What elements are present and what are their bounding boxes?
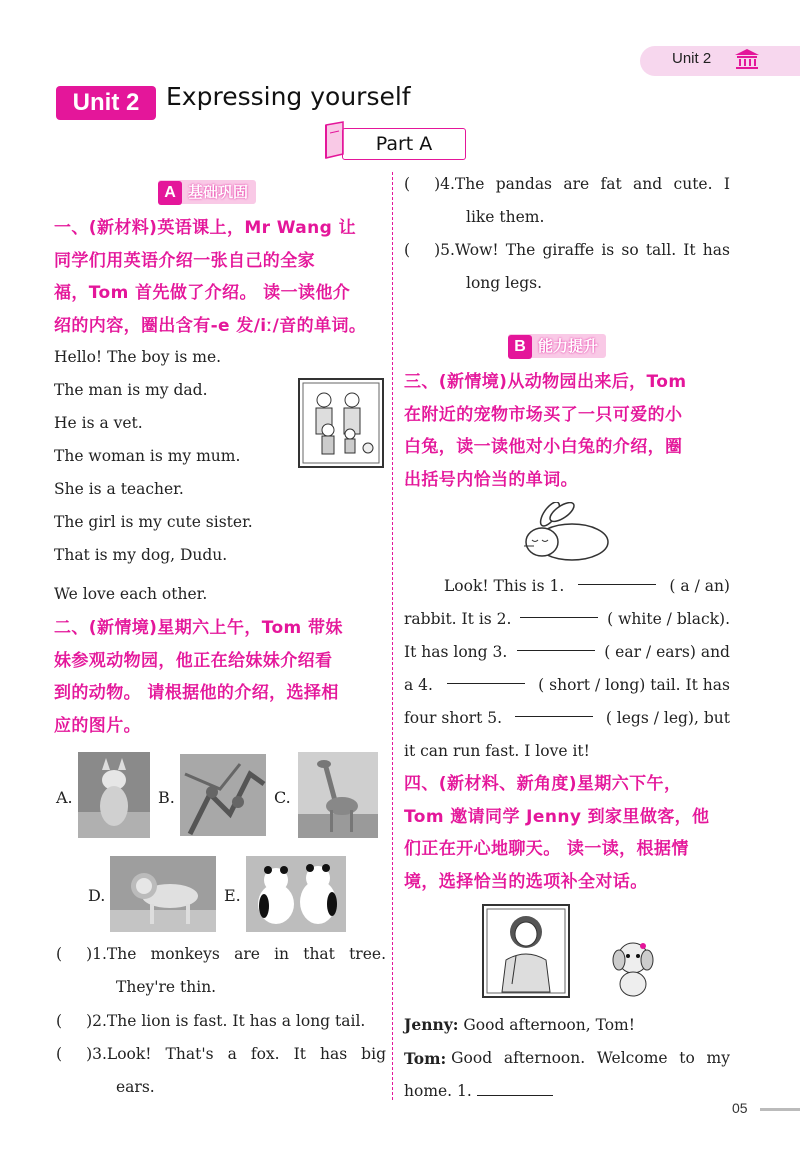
q2-prompt-line: 到的动物。 请根据他的介绍，选择相 <box>54 683 339 703</box>
q1-passage <box>54 341 253 611</box>
q3-text: rabbit. It is 2. <box>404 610 512 628</box>
q3-blank-3[interactable] <box>517 636 595 651</box>
item-number: 4. <box>440 175 455 193</box>
q3-blank-1[interactable] <box>578 570 656 585</box>
q2-prompt-line: 妹参观动物园，他正在给妹妹介绍看 <box>54 650 333 671</box>
q4-prompt-line: Tom 邀请同学 Jenny 到家里做客，他 <box>404 806 710 827</box>
answer-paren-close: ) <box>86 1012 93 1030</box>
q3-prompt-line: 三、(新情境)从动物园出来后，Tom <box>404 372 687 392</box>
q1-prompt <box>54 212 384 342</box>
section-a-letter: A <box>158 181 182 205</box>
giraffe-photo <box>298 752 378 838</box>
passage-line: That is my dog, Dudu. <box>54 546 228 564</box>
q2-prompt-line: 应的图片。 <box>54 715 141 736</box>
answer-paren-close: ) <box>86 1045 93 1063</box>
q1-prompt-line: 同学们用英语介绍一张自己的全家 <box>54 250 315 271</box>
q3-prompt <box>404 366 734 496</box>
answer-slot[interactable] <box>410 234 434 267</box>
family-photo <box>298 378 384 468</box>
speaker-tom: Tom: <box>404 1049 447 1068</box>
q4-dialogue <box>404 1008 730 1108</box>
q3-prompt-line: 白兔，读一读他对小白兔的介绍，圈 <box>404 437 683 457</box>
q4-blank-1[interactable] <box>477 1081 553 1096</box>
q3-prompt-line: 在附近的宠物市场买了一只可爱的小 <box>404 404 683 425</box>
item-text-cont: ears. <box>116 1078 155 1096</box>
answer-slot[interactable] <box>62 1005 86 1038</box>
q2-item-2 <box>56 1005 386 1038</box>
passage-line: He is a vet. <box>54 414 143 432</box>
option-b-label: B. <box>158 788 175 807</box>
section-a-text: 基础巩固 <box>188 183 249 201</box>
item-number: 2. <box>92 1012 107 1030</box>
page-number-rule <box>760 1108 800 1111</box>
answer-slot[interactable] <box>410 168 434 201</box>
q3-choices: ( short / long) tail. It has <box>538 676 730 694</box>
q4-prompt-line: 们正在开心地聊天。 读一读，根据情 <box>404 839 689 859</box>
answer-paren-open: ( <box>56 945 63 963</box>
item-text-cont: They're thin. <box>116 978 217 996</box>
option-d-label: D. <box>88 886 106 905</box>
q3-text: Look! This is 1. <box>444 577 565 595</box>
item-number: 1. <box>92 945 107 963</box>
jenny-portrait <box>482 904 570 998</box>
q1-prompt-line: 一、(新材料)英语课上，Mr Wang 让 <box>54 218 356 238</box>
unit-badge: Unit 2 <box>56 86 156 120</box>
q1-prompt-line: 绍的内容，圈出含有-e 发/iː/音的单词。 <box>54 315 367 336</box>
q4-prompt-line: 境，选择恰当的选项补全对话。 <box>404 871 648 892</box>
q3-prompt-line: 出括号内恰当的单词。 <box>404 469 578 490</box>
section-b-text: 能力提升 <box>538 337 599 355</box>
answer-paren-close: ) <box>434 241 441 259</box>
dog-illustration <box>610 938 656 1000</box>
answer-paren-open: ( <box>404 175 411 193</box>
q3-choices: ( white / black). <box>607 610 730 628</box>
page-number: 05 <box>732 1100 748 1116</box>
rabbit-illustration <box>520 502 612 562</box>
item-number: 5. <box>440 241 455 259</box>
dialogue-line: Good afternoon, Tom! <box>463 1016 635 1034</box>
dialogue-line: home. 1. <box>404 1082 472 1100</box>
answer-slot[interactable] <box>62 1038 86 1071</box>
q2-prompt <box>54 612 384 742</box>
q4-prompt <box>404 768 734 898</box>
q3-blank-5[interactable] <box>515 702 593 717</box>
answer-paren-open: ( <box>56 1012 63 1030</box>
answer-paren-open: ( <box>56 1045 63 1063</box>
q2-item-5 <box>404 234 730 300</box>
q1-prompt-line: 福，Tom 首先做了介绍。 读一读他介 <box>54 283 351 303</box>
q3-blank-4[interactable] <box>447 669 525 684</box>
q4-prompt-line: 四、(新材料、新角度)星期六下午， <box>404 774 682 794</box>
q3-text: it can run fast. I love it! <box>404 742 590 760</box>
item-number: 3. <box>92 1045 107 1063</box>
speaker-jenny: Jenny: <box>404 1015 459 1034</box>
q3-text: It has long 3. <box>404 643 508 661</box>
passage-line: Hello! The boy is me. <box>54 348 222 366</box>
answer-paren-open: ( <box>404 241 411 259</box>
passage-line: She is a teacher. <box>54 480 184 498</box>
answer-paren-close: ) <box>434 175 441 193</box>
building-icon <box>734 48 760 70</box>
unit-tab-label: Unit 2 <box>672 50 712 67</box>
answer-slot[interactable] <box>62 938 86 971</box>
item-text: The monkeys are in that tree. <box>106 945 386 963</box>
q2-item-4 <box>404 168 730 234</box>
q2-item-1 <box>56 938 386 1004</box>
passage-line: The man is my dad. <box>54 381 208 399</box>
section-b-letter: B <box>508 335 532 359</box>
section-a-badge <box>158 180 256 204</box>
part-label: Part A <box>342 128 466 160</box>
page-title: Expressing yourself <box>166 82 411 111</box>
q3-choices: ( a / an) <box>669 577 730 595</box>
item-text: Look! That's a fox. It has big <box>106 1045 386 1063</box>
passage-line: We love each other. <box>54 585 208 603</box>
lion-photo <box>110 856 216 932</box>
section-b-badge <box>508 334 606 358</box>
option-e-label: E. <box>224 886 241 905</box>
dialogue-line: Good afternoon. Welcome to my <box>451 1049 730 1067</box>
q2-item-3 <box>56 1038 386 1104</box>
q3-text: four short 5. <box>404 709 503 727</box>
q2-prompt-line: 二、(新情境)星期六上午，Tom 带妹 <box>54 618 343 638</box>
option-a-label: A. <box>56 788 73 807</box>
fox-photo <box>78 752 150 838</box>
answer-paren-close: ) <box>86 945 93 963</box>
q3-blank-2[interactable] <box>520 603 598 618</box>
passage-line: The woman is my mum. <box>54 447 241 465</box>
option-c-label: C. <box>274 788 291 807</box>
pandas-photo <box>246 856 346 932</box>
q3-choices: ( legs / leg), but <box>605 709 730 727</box>
column-divider <box>392 172 393 1100</box>
monkeys-photo <box>180 754 266 836</box>
item-text-cont: long legs. <box>466 274 543 292</box>
item-text: The lion is fast. It has a long tail. <box>106 1012 366 1030</box>
item-text: Wow! The giraffe is so tall. It has <box>454 241 730 259</box>
q3-passage <box>404 570 730 768</box>
unit-tab <box>640 46 800 76</box>
item-text-cont: like them. <box>466 208 545 226</box>
q3-choices: ( ear / ears) and <box>604 643 730 661</box>
q3-text: a 4. <box>404 676 433 694</box>
passage-line: The girl is my cute sister. <box>54 513 253 531</box>
item-text: The pandas are fat and cute. I <box>454 175 730 193</box>
